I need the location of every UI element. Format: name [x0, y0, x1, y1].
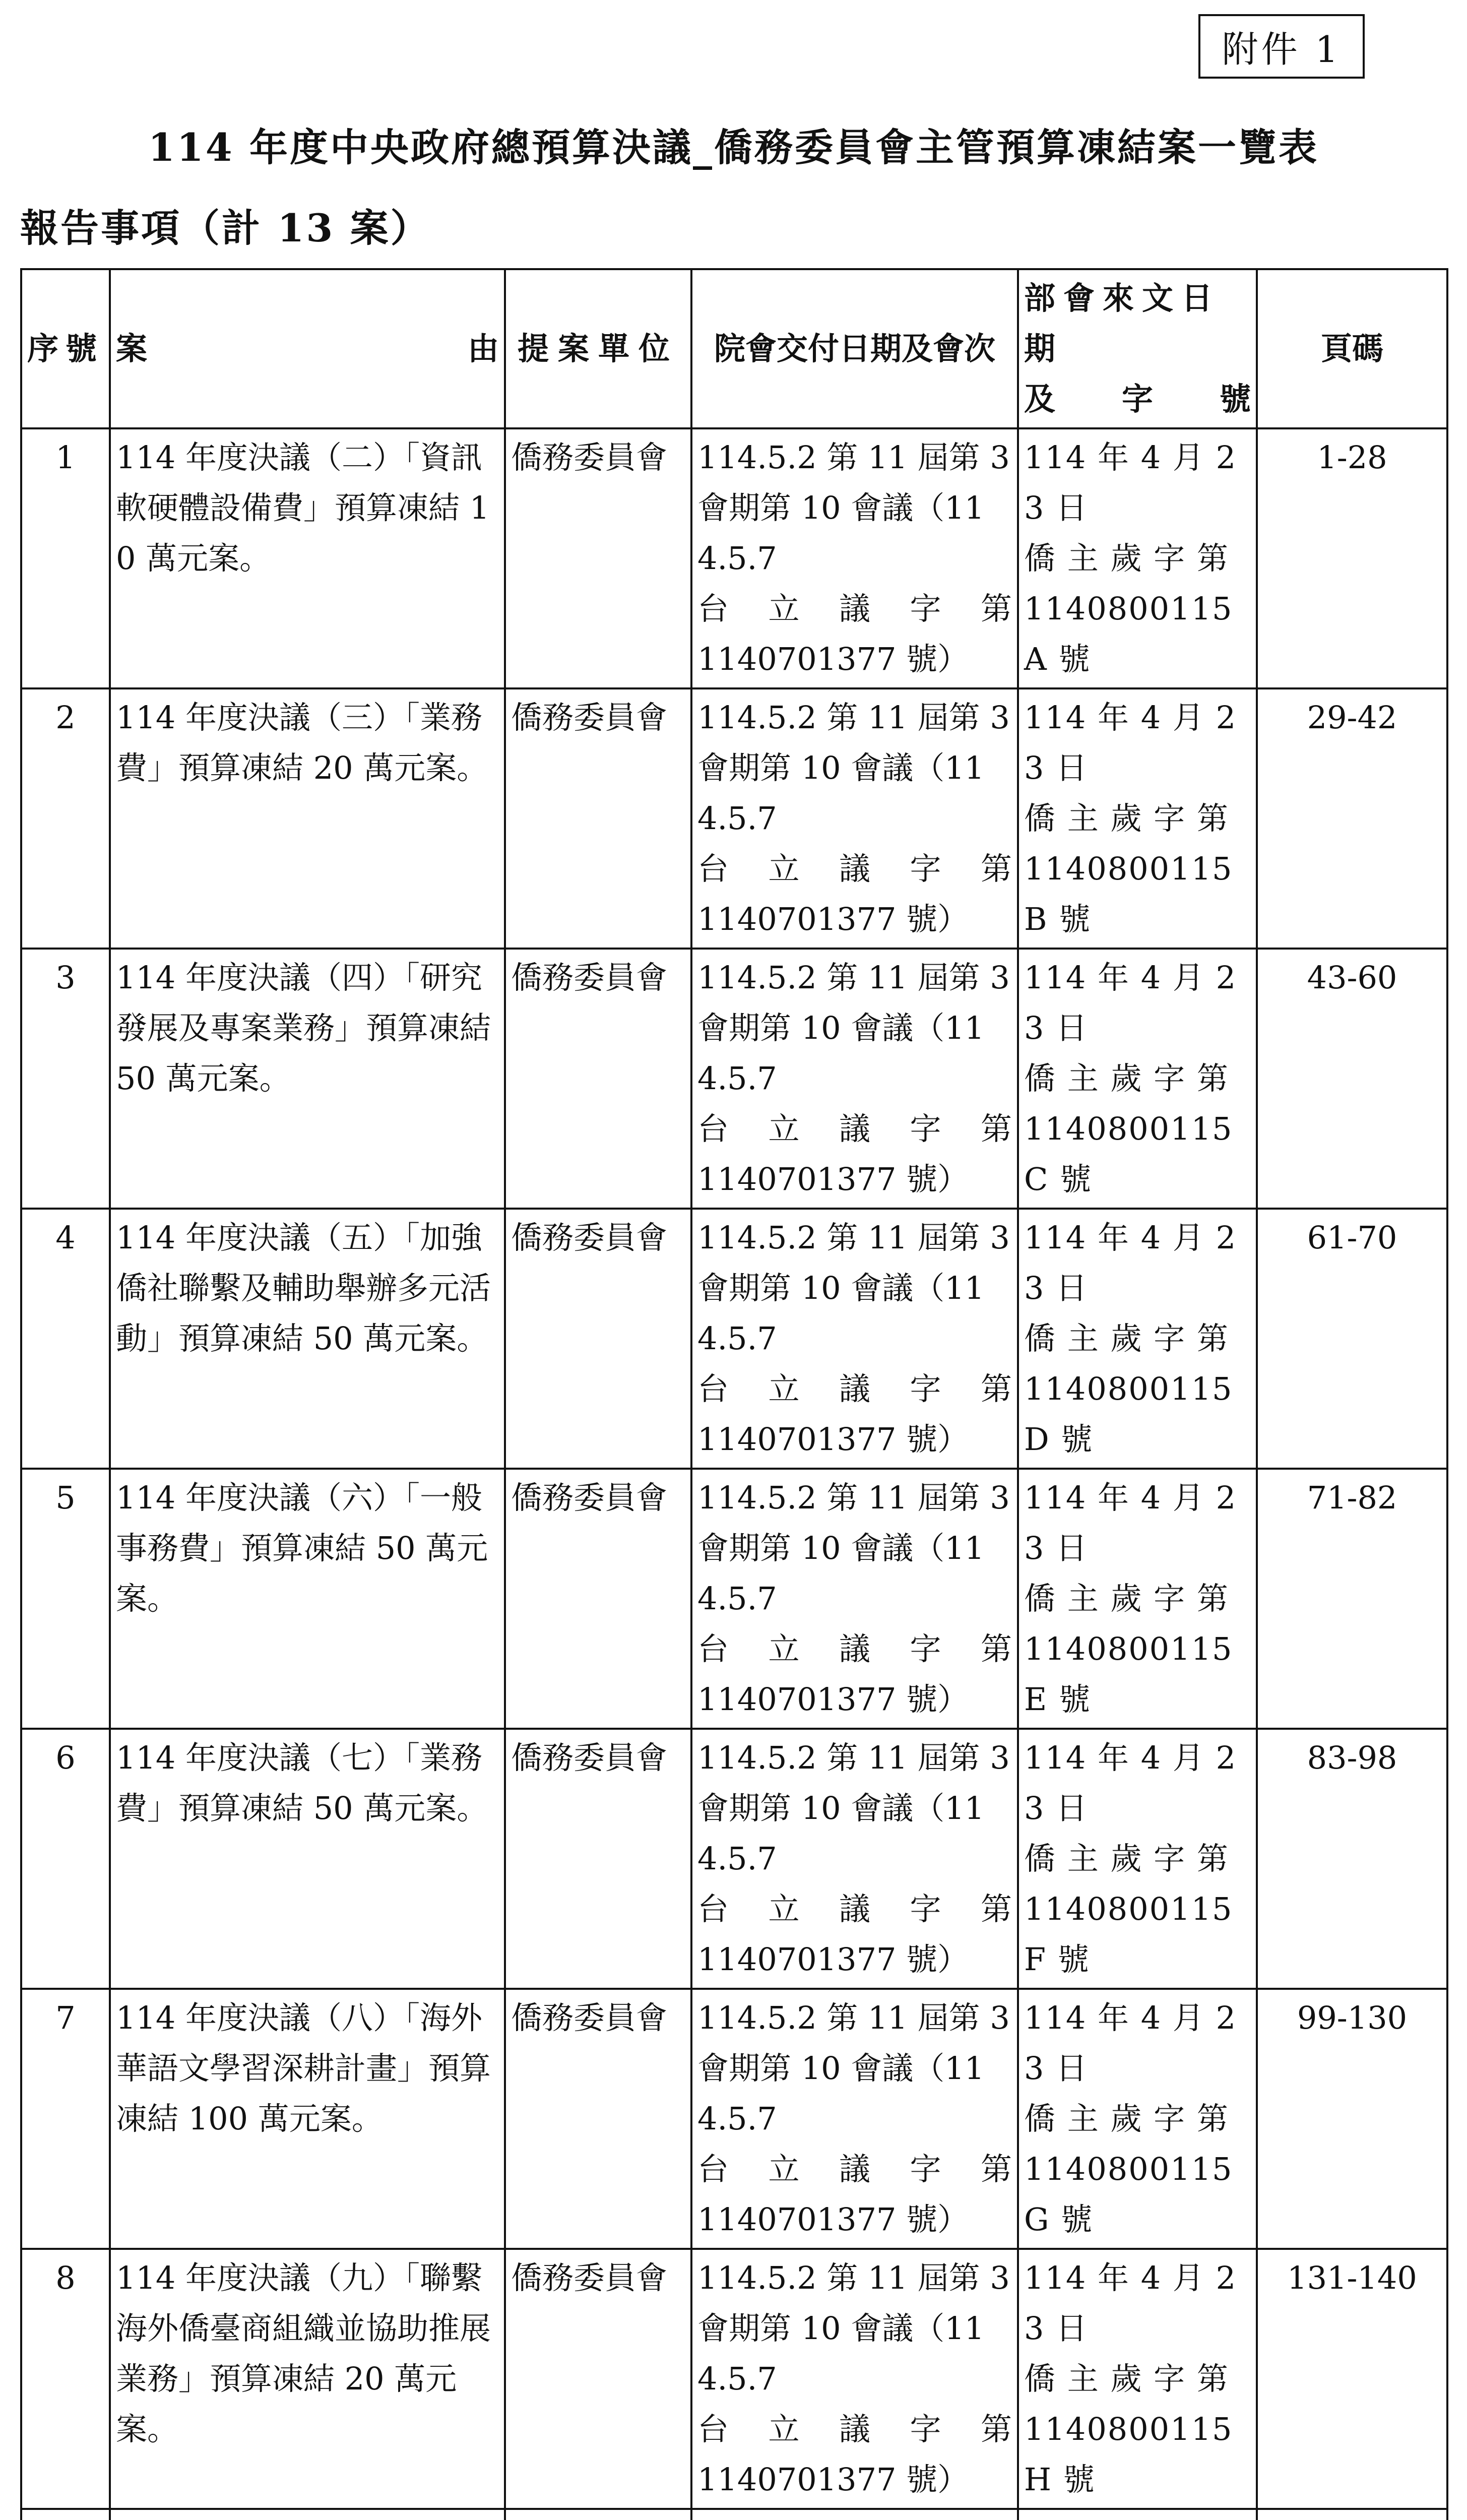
- cell-page: 61-70: [1257, 1209, 1447, 1469]
- cell-page: 99-130: [1257, 1989, 1447, 2249]
- attachment-label: 附件 1: [1198, 14, 1365, 79]
- table-row: [21, 1469, 1447, 1729]
- header-case-right: 由: [467, 330, 499, 367]
- cell-case: 114 年度決議（七）「業務費」預算凍結 50 萬元案。: [110, 1729, 505, 1989]
- cell-date: [691, 1469, 1018, 1729]
- cell-doc-ref: 僑 主 歲 字 第: [1024, 1060, 1229, 1097]
- header-case: [110, 269, 505, 428]
- cell-doc-number: 1140800115B 號: [1024, 850, 1233, 937]
- header-unit: 提案單位: [505, 269, 691, 428]
- cell-doc-ref: 僑 主 歲 字 第: [1024, 1580, 1229, 1617]
- cell-doc-date: 114 年 4 月 23 日: [1024, 959, 1237, 1046]
- cell-page: 1-28: [1257, 428, 1447, 688]
- cell-page: 131-140: [1257, 2249, 1447, 2509]
- cell-seq: 4: [21, 1209, 110, 1469]
- cell-date-number: 1140701377 號）: [697, 2461, 969, 2498]
- cell-doc-date: 114 年 4 月 23 日: [1024, 1999, 1237, 2087]
- cell-unit: [505, 2509, 691, 2520]
- cell-date-number: 1140701377 號）: [697, 901, 969, 937]
- cell-doc-number: 1140800115C 號: [1024, 1110, 1233, 1198]
- cell-seq: 6: [21, 1729, 110, 1989]
- cell-page: 43-60: [1257, 949, 1447, 1209]
- cell-doc: [1018, 1469, 1257, 1729]
- cell-case: 114 年度決議（六）「一般事務費」預算凍結 50 萬元案。: [110, 1469, 505, 1729]
- cell-date: [691, 1989, 1018, 2249]
- cell-seq: 7: [21, 1989, 110, 2249]
- cell-doc: [1018, 428, 1257, 688]
- cell-case: 114 年度決議（八）「海外華語文學習深耕計畫」預算凍結 100 萬元案。: [110, 1989, 505, 2249]
- cell-date-meeting: 114.5.2 第 11 屆第 3 會期第 10 會議（114.5.7: [697, 2259, 1010, 2397]
- cell-date-meeting: 114.5.2 第 11 屆第 3 會期第 10 會議（114.5.7: [697, 959, 1010, 1097]
- header-seq: 序號: [21, 269, 110, 428]
- cell-seq: 8: [21, 2249, 110, 2509]
- header-doc-number: 號: [1219, 381, 1251, 417]
- cell-doc-number: 1140800115E 號: [1024, 1630, 1233, 1718]
- table-row: [21, 949, 1447, 1209]
- header-doc: [1018, 269, 1257, 428]
- cell-seq: 3: [21, 949, 110, 1209]
- cell-date-number: 1140701377 號）: [697, 2201, 969, 2238]
- cell-date-meeting: 114.5.2 第 11 屆第 3 會期第 10 會議（114.5.7: [697, 1999, 1010, 2137]
- cell-doc-ref: 僑 主 歲 字 第: [1024, 2100, 1229, 2137]
- section-heading: 報告事項（計 13 案）: [20, 206, 431, 250]
- cell-unit: 僑務委員會: [505, 1469, 691, 1729]
- table-row: [21, 428, 1447, 688]
- cell-date-ref: 台 立 議 字 第: [697, 1630, 1012, 1667]
- cell-date: [691, 1209, 1018, 1469]
- cell-doc-date: 114 年 4 月 23 日: [1024, 2259, 1237, 2347]
- cell-date: [691, 428, 1018, 688]
- cell-doc-ref: 僑 主 歲 字 第: [1024, 1320, 1229, 1357]
- cell-date-ref: 台 立 議 字 第: [697, 2151, 1012, 2187]
- table-row: [21, 1729, 1447, 1989]
- table-row: [21, 1989, 1447, 2249]
- cell-doc-date: 114 年 4 月 23 日: [1024, 1219, 1237, 1306]
- cell-date-meeting: 114.5.2 第 11 屆第 3 會期第 10 會議（114.5.7: [697, 699, 1010, 837]
- cell-date-ref: 台 立 議 字 第: [697, 1891, 1012, 1927]
- cell-date: [691, 1729, 1018, 1989]
- table-row: [21, 1209, 1447, 1469]
- cell-unit: 僑務委員會: [505, 2249, 691, 2509]
- cell-date-ref: 台 立 議 字 第: [697, 1110, 1012, 1147]
- cell-doc: [1018, 2509, 1257, 2520]
- document-title: 114 年度中央政府總預算決議_僑務委員會主管預算凍結案一覽表: [148, 125, 1319, 170]
- cell-doc-date: 114 年 4 月 23 日: [1024, 1739, 1237, 1826]
- table-row: [21, 2249, 1447, 2509]
- cell-case: 114 年度決議（五）「加強僑社聯繫及輔助舉辦多元活動」預算凍結 50 萬元案。: [110, 1209, 505, 1469]
- cell-date: [691, 949, 1018, 1209]
- header-doc-line1: 部會來文日期: [1024, 280, 1221, 367]
- cell-doc-date: 114 年 4 月 23 日: [1024, 699, 1237, 786]
- cell-doc-number: 1140800115A 號: [1024, 590, 1233, 677]
- cell-date-ref: 台 立 議 字 第: [697, 2411, 1012, 2447]
- budget-freeze-table: [20, 268, 1448, 2520]
- table-header-row: [21, 269, 1447, 428]
- cell-date: [691, 2249, 1018, 2509]
- cell-seq: 1: [21, 428, 110, 688]
- cell-doc-ref: 僑 主 歲 字 第: [1024, 2360, 1229, 2397]
- table-row: [21, 2509, 1447, 2520]
- header-doc-char: 字: [1121, 381, 1153, 417]
- header-doc-and: 及: [1024, 381, 1056, 417]
- cell-doc-number: 1140800115H 號: [1024, 2411, 1233, 2498]
- cell-doc-number: 1140800115D 號: [1024, 1370, 1233, 1458]
- cell-case: [110, 2509, 505, 2520]
- cell-page: 83-98: [1257, 1729, 1447, 1989]
- cell-seq: [21, 2509, 110, 2520]
- cell-doc: [1018, 688, 1257, 949]
- cell-page: [1257, 2509, 1447, 2520]
- cell-date-number: 1140701377 號）: [697, 1681, 969, 1718]
- cell-page: 29-42: [1257, 688, 1447, 949]
- cell-date: [691, 2509, 1018, 2520]
- cell-seq: 5: [21, 1469, 110, 1729]
- cell-doc-number: 1140800115F 號: [1024, 1891, 1233, 1978]
- cell-date-ref: 台 立 議 字 第: [697, 1370, 1012, 1407]
- cell-date-number: 1140701377 號）: [697, 1941, 969, 1978]
- cell-unit: 僑務委員會: [505, 428, 691, 688]
- cell-date-meeting: 114.5.2 第 11 屆第 3 會期第 10 會議（114.5.7: [697, 1479, 1010, 1617]
- cell-doc: [1018, 1729, 1257, 1989]
- cell-doc: [1018, 2249, 1257, 2509]
- cell-doc-ref: 僑 主 歲 字 第: [1024, 540, 1229, 577]
- cell-case: 114 年度決議（九）「聯繫海外僑臺商組織並協助推展業務」預算凍結 20 萬元案。: [110, 2249, 505, 2509]
- cell-doc-date: [1024, 2513, 1251, 2520]
- cell-doc-ref: 僑 主 歲 字 第: [1024, 1840, 1229, 1877]
- cell-doc-date: 114 年 4 月 23 日: [1024, 439, 1237, 526]
- cell-doc: [1018, 949, 1257, 1209]
- header-page: 頁碼: [1257, 269, 1447, 428]
- cell-page: 71-82: [1257, 1469, 1447, 1729]
- cell-doc-number: 1140800115G 號: [1024, 2151, 1233, 2238]
- cell-doc-date: 114 年 4 月 23 日: [1024, 1479, 1237, 1566]
- cell-seq: 2: [21, 688, 110, 949]
- cell-case: 114 年度決議（三）「業務費」預算凍結 20 萬元案。: [110, 688, 505, 949]
- cell-case: 114 年度決議（四）「研究發展及專案業務」預算凍結 50 萬元案。: [110, 949, 505, 1209]
- cell-date-meeting: 114.5.2 第 11 屆第 3 會期第 10 會議（114.5.7: [697, 1219, 1010, 1357]
- cell-unit: 僑務委員會: [505, 1729, 691, 1989]
- cell-date: [691, 688, 1018, 949]
- cell-date-meeting: [697, 2513, 1012, 2520]
- cell-date-ref: 台 立 議 字 第: [697, 590, 1012, 627]
- cell-case: 114 年度決議（二）「資訊軟硬體設備費」預算凍結 10 萬元案。: [110, 428, 505, 688]
- header-case-left: 案: [116, 330, 148, 367]
- cell-unit: 僑務委員會: [505, 1989, 691, 2249]
- cell-date-number: 1140701377 號）: [697, 641, 969, 677]
- cell-date-meeting: 114.5.2 第 11 屆第 3 會期第 10 會議（114.5.7: [697, 1739, 1010, 1877]
- table-row: [21, 688, 1447, 949]
- cell-unit: 僑務委員會: [505, 1209, 691, 1469]
- cell-unit: 僑務委員會: [505, 949, 691, 1209]
- cell-date-number: 1140701377 號）: [697, 1421, 969, 1458]
- cell-date-meeting: 114.5.2 第 11 屆第 3 會期第 10 會議（114.5.7: [697, 439, 1010, 577]
- cell-doc: [1018, 1209, 1257, 1469]
- cell-unit: 僑務委員會: [505, 688, 691, 949]
- cell-date-ref: 台 立 議 字 第: [697, 850, 1012, 887]
- cell-doc: [1018, 1989, 1257, 2249]
- header-date: 院會交付日期及會次: [691, 269, 1018, 428]
- cell-doc-ref: 僑 主 歲 字 第: [1024, 800, 1229, 837]
- cell-date-number: 1140701377 號）: [697, 1161, 969, 1198]
